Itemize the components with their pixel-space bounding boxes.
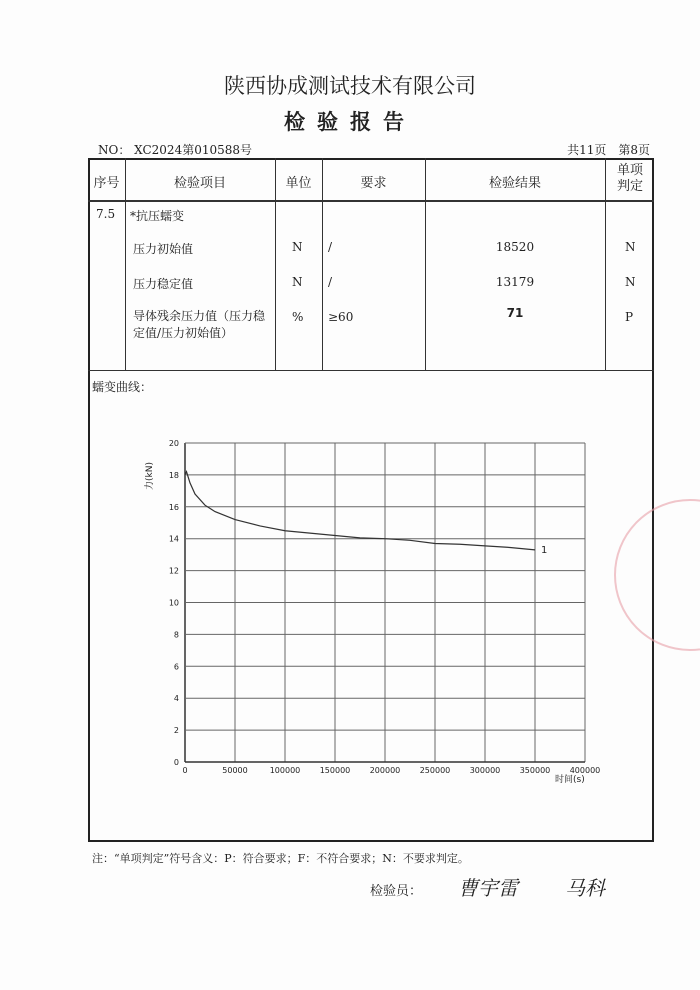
col-header-judge: 单项判定 [616,163,643,194]
footer-note: 注：“单项判定”符号含义：P：符合要求；F：不符合要求；N：不要求判定。 [92,852,469,865]
series-line-1 [185,472,535,550]
row-judge: P [625,310,634,324]
y-tick-label: 10 [168,598,179,608]
row-req: / [328,275,333,289]
inspector-label: 检验员： [370,884,423,899]
x-tick-label: 0 [182,766,188,775]
col-header-no: 序号 [93,176,120,191]
y-tick-label: 2 [173,726,179,736]
y-tick-label: 20 [168,439,179,448]
page-count: 共11页 第8页 [567,143,650,157]
col-header-result: 检验结果 [488,176,541,191]
x-tick-label: 200000 [369,766,401,775]
signature-2: 马科 [565,876,605,900]
col-header-req: 要求 [360,176,387,191]
row-item: 导体残余压力值（压力稳定值/压力初始值） [133,309,266,340]
x-tick-label: 300000 [469,766,501,775]
y-tick-label: 8 [173,630,179,640]
y-tick-label: 0 [173,758,179,767]
row-judge: N [625,240,636,254]
row-req: ≥60 [328,310,354,324]
row-item: 压力初始值 [133,242,194,256]
row-item: 压力稳定值 [133,277,194,291]
report-number: NO： XC2024第010588号 [98,143,253,157]
row-judge: N [625,275,636,289]
stamp-mark [615,500,700,650]
report-title: 检验报告 [284,109,416,134]
y-tick-label: 6 [173,662,179,672]
signature-1: 曹宇雷 [458,876,518,900]
row-req: / [328,240,333,254]
y-tick-label: 12 [168,566,179,576]
row-result: 13179 [495,275,535,289]
y-tick-label: 18 [168,470,179,480]
x-tick-label: 50000 [222,766,248,775]
x-tick-label: 400000 [569,766,601,775]
col-header-unit: 单位 [285,176,312,191]
row-unit: N [292,240,303,254]
company-name: 陕西协成测试技术有限公司 [224,74,476,98]
section-item: *抗压蠕变 [130,209,185,223]
x-tick-label: 350000 [519,766,551,775]
x-tick-label: 250000 [419,766,451,775]
col-header-item: 检验项目 [173,176,226,191]
section-no: 7.5 [96,207,116,221]
chart-caption: 蠕变曲线： [92,380,153,394]
y-tick-label: 16 [168,502,179,512]
x-tick-label: 100000 [269,766,301,775]
y-tick-label: 4 [173,694,179,704]
x-axis-label: 时间(s) [555,775,585,785]
series-label-1: 1 [541,544,548,556]
y-tick-label: 14 [168,534,179,544]
y-axis-label: 力(kN) [145,462,155,490]
x-tick-label: 150000 [319,766,351,775]
row-unit: N [292,275,303,289]
row-unit: % [292,310,304,324]
row-result: 18520 [495,240,535,254]
row-result: 71 [506,306,524,320]
